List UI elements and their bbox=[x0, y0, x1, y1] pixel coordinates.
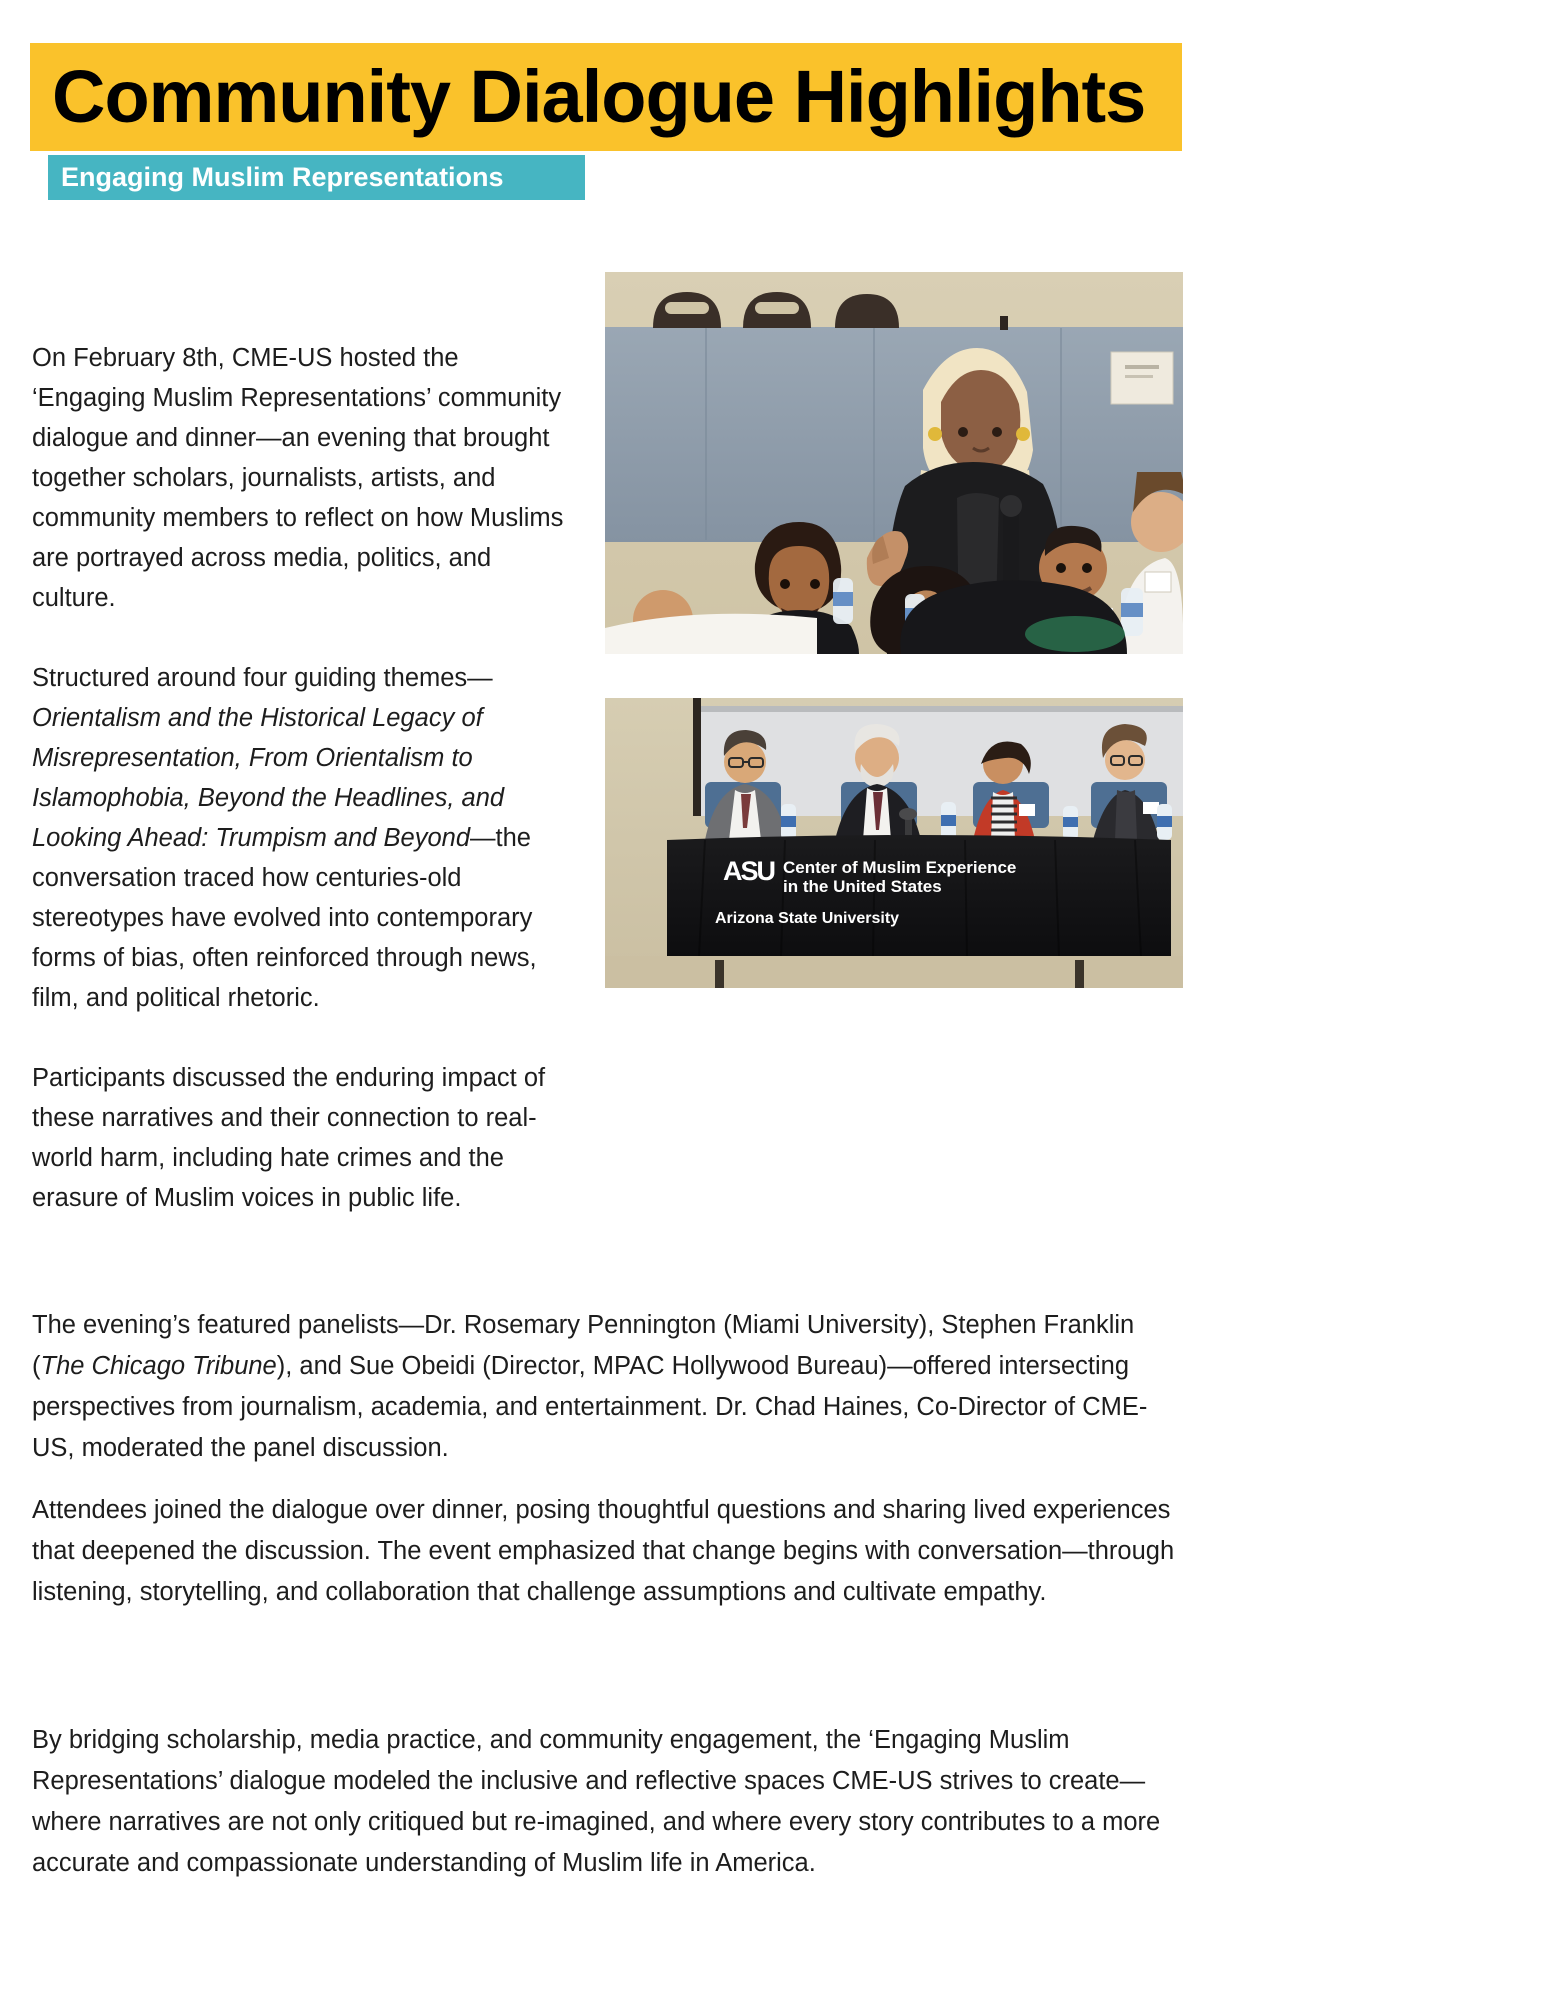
paragraph-closing-wrap bbox=[32, 1720, 1187, 1922]
panelists-publication: The Chicago Tribune bbox=[40, 1352, 277, 1380]
paragraph-intro: On February 8th, CME-US hosted the ‘Engaging Muslim Representations’ community dialogue and dinner—an evening that brought together scholars, journalists, artists, and community members to reflect on how Muslims are portrayed across media, politics, and culture. bbox=[32, 344, 564, 612]
asu-banner-line1: Center of Muslim Experience bbox=[783, 858, 1017, 877]
asu-banner-lockup bbox=[723, 858, 1016, 896]
themes-list: Orientalism and the Historical Legacy of Misrepresentation, From Orientalism to Islamophobia, Beyond the Headlines, and Looking Ahead: Trumpism and Beyond bbox=[32, 704, 505, 852]
photo-audience-question-image bbox=[605, 272, 1183, 654]
page-title: Community Dialogue Highlights bbox=[52, 55, 1146, 138]
paragraph-participants: Participants discussed the enduring impact of these narratives and their connection to real-world harm, including hate crimes and the erasure of Muslim voices in public life. bbox=[32, 1064, 546, 1212]
themes-tail: —the conversation traced how centuries-old stereotypes have evolved into contemporary forms of bias, often reinforced through news, film, and political rhetoric. bbox=[32, 824, 537, 1012]
asu-logo-mark: ASU bbox=[723, 856, 775, 886]
asu-banner-title bbox=[783, 858, 1016, 896]
left-text-column bbox=[32, 338, 577, 1218]
paragraph-panelists-wrap bbox=[32, 1305, 1187, 1507]
paragraph-panelists bbox=[32, 1305, 1187, 1469]
subtitle-banner bbox=[48, 155, 585, 200]
panelists-part-b: ), and Sue Obeidi (Director, MPAC Hollywood Bureau)—offered intersecting perspectives from journalism, academia, and entertainment. Dr. Chad Haines, Co-Director of CME-US, moderated the panel discussion. bbox=[32, 1352, 1148, 1462]
themes-lead: Structured around four guiding themes— bbox=[32, 664, 493, 692]
title-banner bbox=[30, 43, 1182, 151]
paragraph-attendees: Attendees joined the dialogue over dinner, posing thoughtful questions and sharing lived experiences that deepened the discussion. The event emphasized that change begins with conversation—through listening, storytelling, and collaboration that challenge assumptions and cultivate empathy. bbox=[32, 1496, 1175, 1606]
page-subtitle: Engaging Muslim Representations bbox=[61, 162, 504, 192]
photo-panel-discussion-image bbox=[605, 698, 1183, 988]
photo-audience-question bbox=[605, 272, 1183, 654]
paragraph-closing: By bridging scholarship, media practice, and community engagement, the ‘Engaging Muslim Representations’ dialogue modeled the inclusive and reflective spaces CME-US strives to create—where narratives are not only critiqued but re-imagined, and where every story contributes to a more accurate and compassionate understanding of Muslim life in America. bbox=[32, 1726, 1161, 1877]
paragraph-themes bbox=[32, 658, 577, 1018]
asu-banner-line2: in the United States bbox=[783, 877, 942, 896]
panelists-part-a: The evening’s featured panelists—Dr. Rosemary Pennington (Miami University), Stephen Franklin ( bbox=[32, 1311, 1135, 1380]
photo-panel-discussion bbox=[605, 698, 1183, 988]
asu-banner-university: Arizona State University bbox=[715, 910, 900, 927]
paragraph-attendees-wrap bbox=[32, 1490, 1187, 1651]
